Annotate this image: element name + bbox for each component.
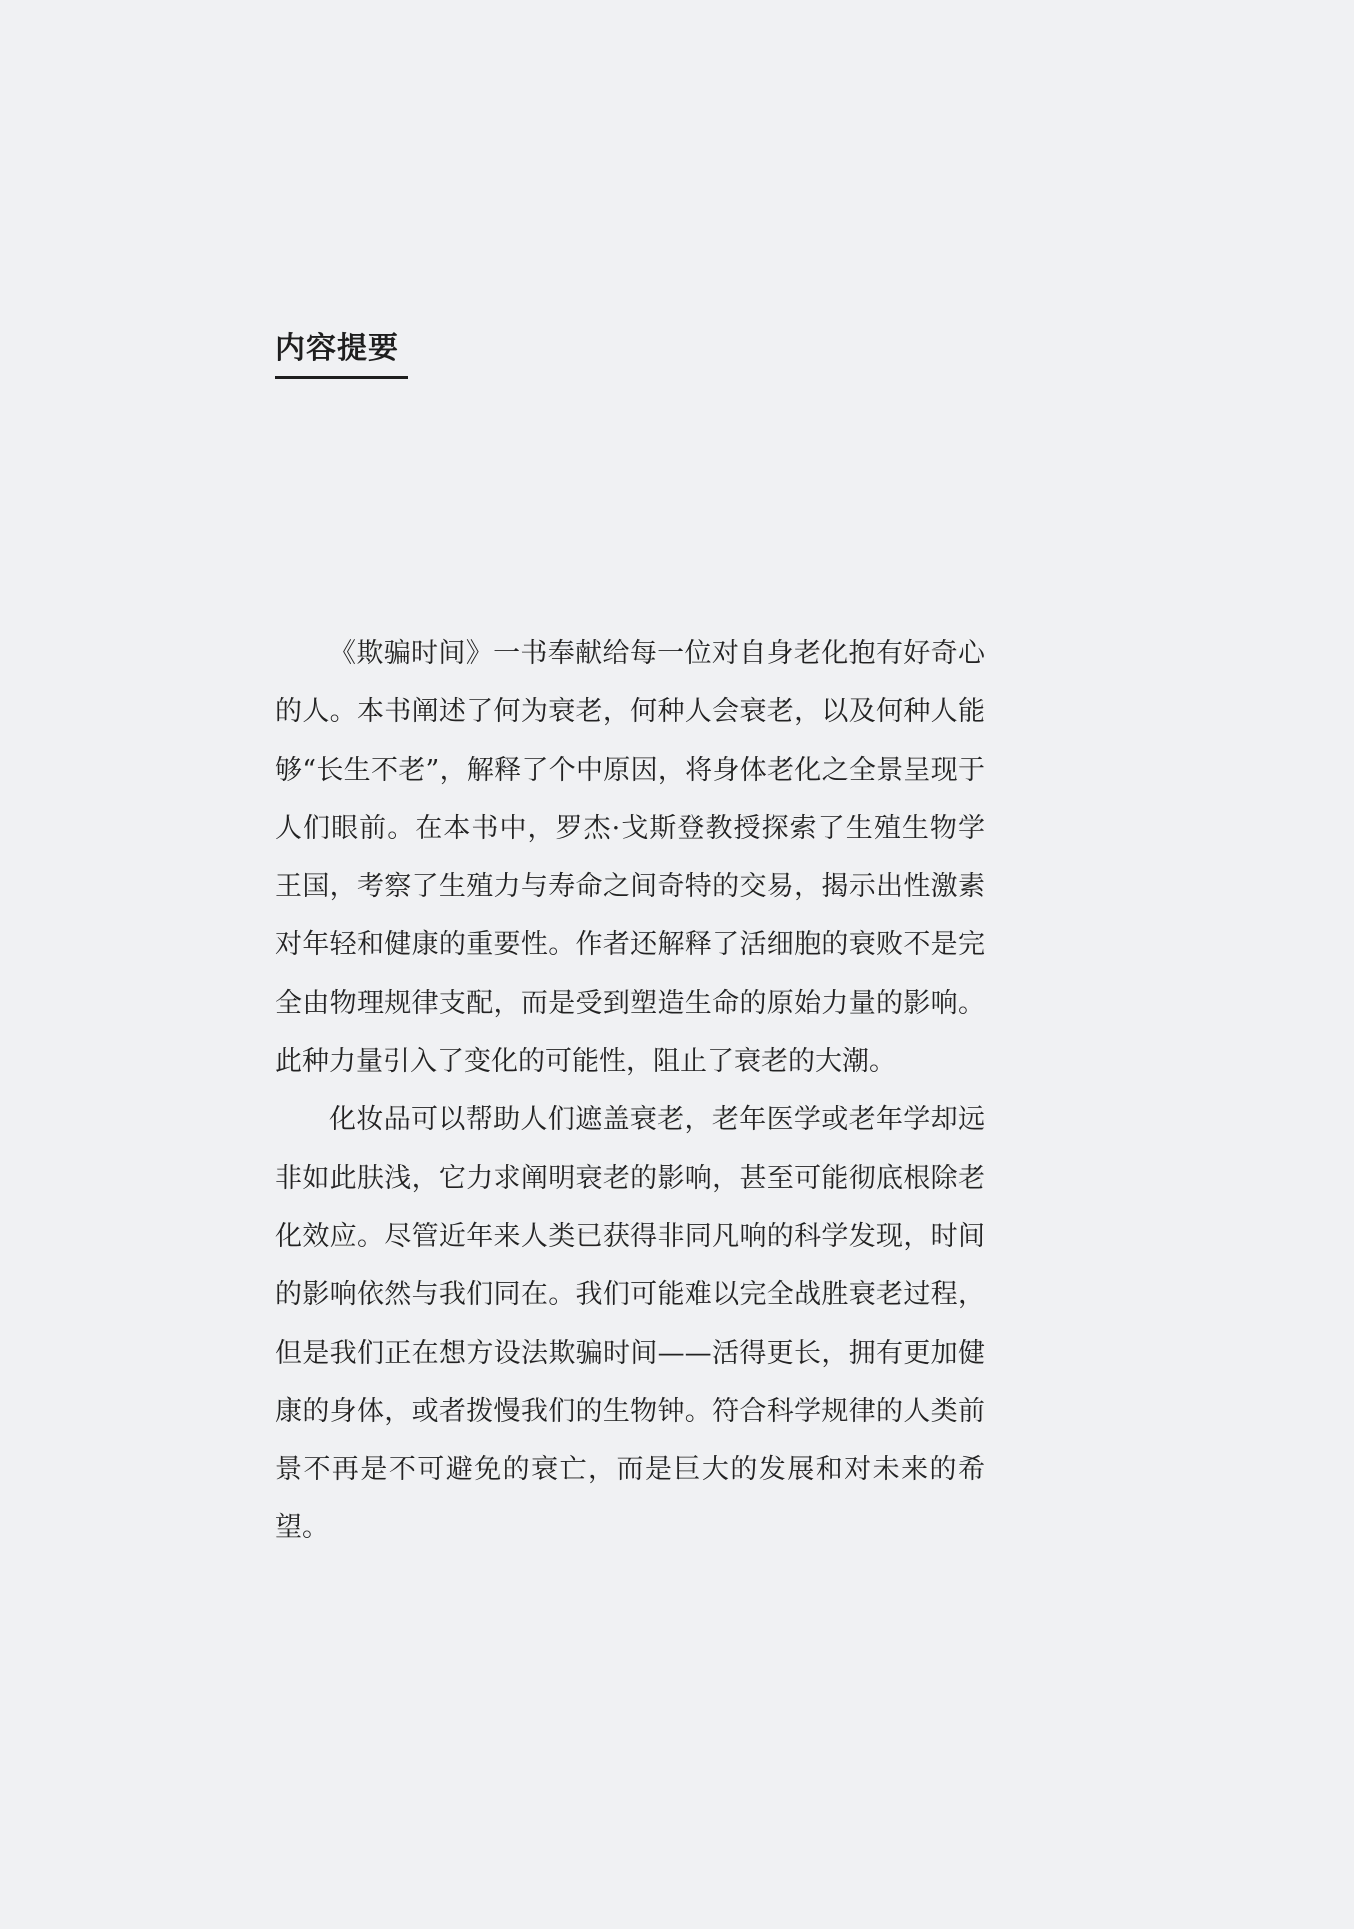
paragraph-2: 化妆品可以帮助人们遮盖衰老，老年医学或老年学却远非如此肤浅，它力求阐明衰老的影响，甚至可能彻底根除老化效应。尽管近年来人类已获得非同凡响的科学发现，时间的影响依然与我们同在。我们可能难以完全战胜衰老过程，但是我们正在想方设法欺骗时间——活得更长，拥有更加健康的身体，或者拨慢我们的生物钟。符合科学规律的人类前景不再是不可避免的衰亡，而是巨大的发展和对未来的希望。 bbox=[275, 1104, 985, 1544]
section-heading: 内容提要 bbox=[275, 331, 399, 366]
body-text bbox=[275, 625, 985, 1558]
paragraph-1: 《欺骗时间》一书奉献给每一位对自身老化抱有好奇心的人。本书阐述了何为衰老，何种人会衰老，以及何种人能够“长生不老”，解释了个中原因，将身体老化之全景呈现于人们眼前。在本书中，罗杰·戈斯登教授探索了生殖生物学王国，考察了生殖力与寿命之间奇特的交易，揭示出性激素对年轻和健康的重要性。作者还解释了活细胞的衰败不是完全由物理规律支配，而是受到塑造生命的原始力量的影响。此种力量引入了变化的可能性，阻止了衰老的大潮。 bbox=[275, 638, 985, 1078]
heading-block bbox=[275, 328, 409, 379]
heading-underline bbox=[275, 376, 408, 379]
